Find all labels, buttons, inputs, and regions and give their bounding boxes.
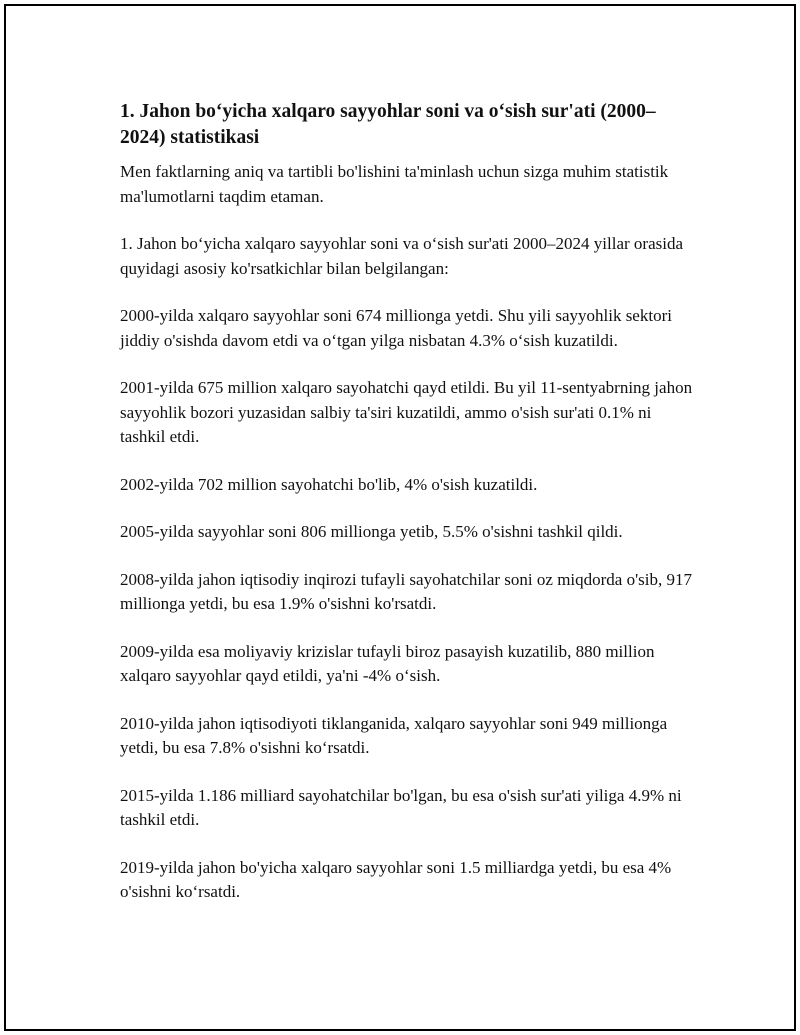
paragraph-2005: 2005-yilda sayyohlar soni 806 millionga yetib, 5.5% o'sishni tashkil qildi. [120, 522, 623, 541]
paragraph-2009: 2009-yilda esa moliyaviy krizislar tufayli biroz pasayish kuzatilib, 880 million xalqaro sayyohlar qayd etildi, ya'ni -4% o‘sish. [120, 641, 655, 685]
paragraph-2015: 2015-yilda 1.186 milliard sayohatchilar bo'lgan, bu esa o'sish sur'ati yiliga 4.9% ni tashkil etdi. [120, 785, 682, 829]
paragraph-overview: 1. Jahon bo‘yicha xalqaro sayyohlar soni va o‘sish sur'ati 2000–2024 yillar orasida quyidagi asosiy ko'rsatkichlar bilan belgilangan: [120, 234, 684, 278]
document-body [120, 99, 700, 928]
paragraph-2008: 2008-yilda jahon iqtisodiy inqirozi tufayli sayohatchilar soni oz miqdorda o'sib, 917 millionga yetdi, bu esa 1.9% o'sishni ko'rsatdi. [120, 569, 692, 613]
page-frame [4, 4, 796, 1031]
paragraph-2002: 2002-yilda 702 million sayohatchi bo'lib, 4% o'sish kuzatildi. [120, 474, 538, 494]
paragraph-2019: 2019-yilda jahon bo'yicha xalqaro sayyohlar soni 1.5 milliardga yetdi, bu esa 4% o'sishni ko‘rsatdi. [120, 857, 672, 901]
document-title: 1. Jahon bo‘yicha xalqaro sayyohlar soni va o‘sish sur'ati (2000–2024) statistikasi [120, 101, 656, 148]
paragraph-2010: 2010-yilda jahon iqtisodiyoti tiklanganida, xalqaro sayyohlar soni 949 millionga yetdi, bu esa 7.8% o'sishni ko‘rsatdi. [120, 713, 668, 757]
paragraph-intro: Men faktlarning aniq va tartibli bo'lishini ta'minlash uchun sizga muhim statistik ma'lumotlarni taqdim etaman. [120, 162, 669, 206]
paragraph-2001: 2001-yilda 675 million xalqaro sayohatchi qayd etildi. Bu yil 11-sentyabrning jahon sayyohlik bozori yuzasidan salbiy ta'siri kuzatildi, ammo o'sish sur'ati 0.1% ni tashkil etdi. [120, 378, 693, 446]
paragraph-2000: 2000-yilda xalqaro sayyohlar soni 674 millionga yetdi. Shu yili sayyohlik sektori jiddiy o'sishda davom etdi va o‘tgan yilga nisbatan 4.3% o‘sish kuzatildi. [120, 306, 672, 350]
